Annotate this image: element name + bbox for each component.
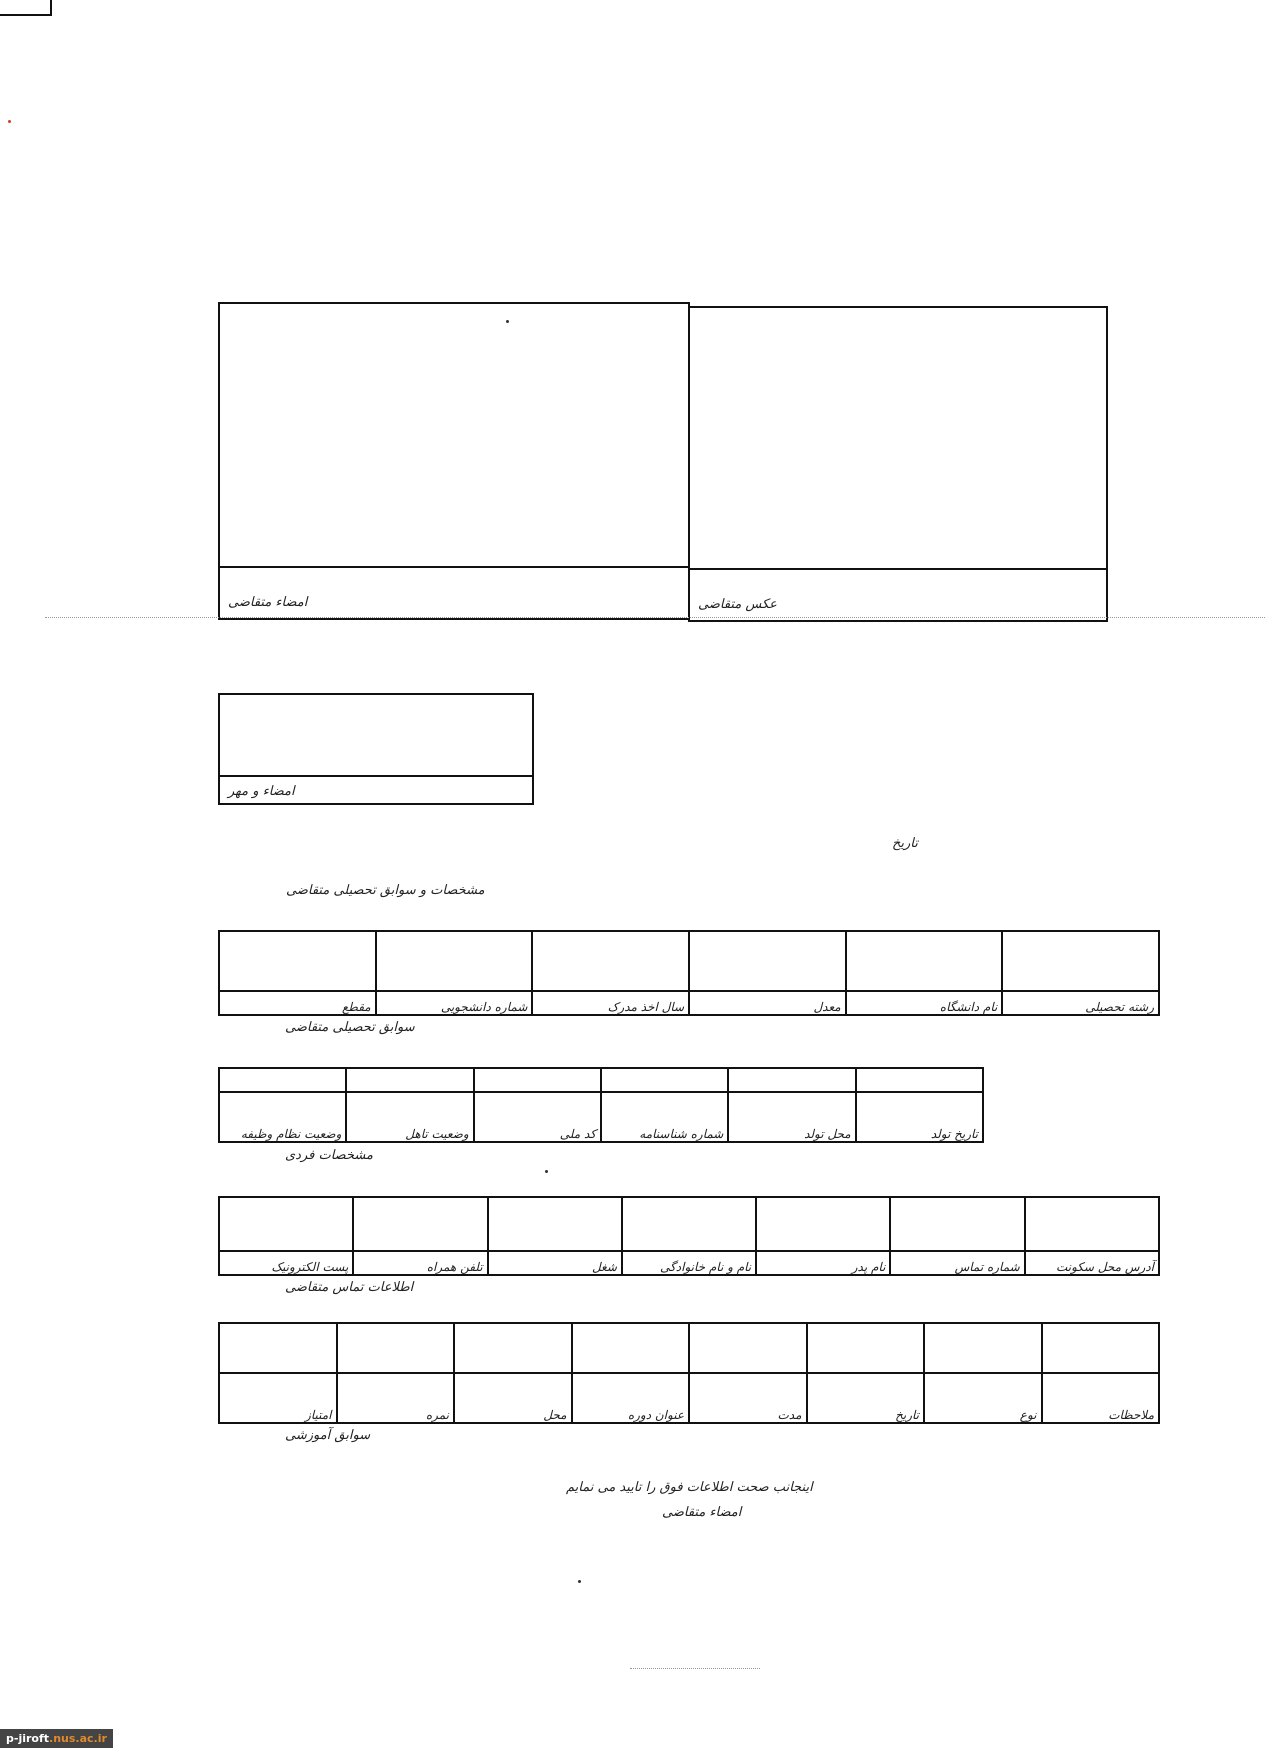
education-cell[interactable] (376, 931, 533, 991)
bottom-scan-line (630, 1668, 760, 1669)
personal-note: مشخصات فردی (285, 1148, 373, 1163)
training-col-label: مدت (689, 1373, 807, 1423)
contact-col-label: شغل (488, 1251, 622, 1275)
contact-note: اطلاعات تماس متقاضی (285, 1280, 414, 1295)
training-cell[interactable] (689, 1323, 807, 1373)
contact-col-label: نام پدر (756, 1251, 890, 1275)
personal-cell[interactable] (856, 1068, 983, 1092)
training-col-label: نمره (337, 1373, 455, 1423)
training-cell[interactable] (572, 1323, 690, 1373)
training-label-row (219, 1373, 1159, 1423)
education-col-label: شماره دانشجویی (376, 991, 533, 1015)
date-label: تاریخ (892, 836, 918, 851)
personal-cell[interactable] (219, 1068, 346, 1092)
scan-corner-mark (0, 0, 52, 16)
contact-cell[interactable] (219, 1197, 353, 1251)
scan-speck (545, 1170, 548, 1173)
declaration-signature: امضاء متقاضی (662, 1505, 742, 1520)
scan-speck (506, 320, 509, 323)
training-cell[interactable] (807, 1323, 925, 1373)
photo-caption: عکس متقاضی (698, 597, 777, 612)
contact-table (218, 1196, 1160, 1276)
education-cell[interactable] (689, 931, 846, 991)
contact-col-label: پست الکترونیک (219, 1251, 353, 1275)
training-note: سوابق آموزشی (285, 1428, 371, 1443)
training-cell[interactable] (924, 1323, 1042, 1373)
personal-col-label: وضعیت نظام وظیفه (219, 1092, 346, 1142)
training-table (218, 1322, 1160, 1424)
watermark-accent: .nus.ac.ir (49, 1732, 107, 1745)
photo-box (688, 306, 1108, 622)
scan-speck (578, 1580, 581, 1583)
scan-speck (8, 120, 11, 123)
contact-col-label: شماره تماس (890, 1251, 1024, 1275)
contact-blank-row (219, 1197, 1159, 1251)
contact-cell[interactable] (353, 1197, 487, 1251)
personal-col-label: شماره شناسنامه (601, 1092, 728, 1142)
personal-col-label: وضعیت تاهل (346, 1092, 473, 1142)
training-col-label: ملاحظات (1042, 1373, 1160, 1423)
section-intro: مشخصات و سوابق تحصیلی متقاضی (286, 883, 485, 898)
contact-cell[interactable] (1025, 1197, 1159, 1251)
training-cell[interactable] (219, 1323, 337, 1373)
contact-cell[interactable] (756, 1197, 890, 1251)
education-note: سوابق تحصیلی متقاضی (285, 1020, 415, 1035)
personal-cell[interactable] (474, 1068, 601, 1092)
contact-label-row (219, 1251, 1159, 1275)
personal-table (218, 1067, 984, 1143)
contact-cell[interactable] (890, 1197, 1024, 1251)
signature-caption-row (220, 566, 688, 618)
education-col-label: نام دانشگاه (846, 991, 1003, 1015)
personal-blank-row (219, 1068, 983, 1092)
training-cell[interactable] (454, 1323, 572, 1373)
education-col-label: رشته تحصیلی (1002, 991, 1159, 1015)
education-label-row (219, 991, 1159, 1015)
signature-box (218, 302, 690, 620)
training-blank-row (219, 1323, 1159, 1373)
personal-cell[interactable] (601, 1068, 728, 1092)
training-col-label: عنوان دوره (572, 1373, 690, 1423)
stamp-caption-row (220, 775, 532, 803)
education-cell[interactable] (846, 931, 1003, 991)
personal-cell[interactable] (346, 1068, 473, 1092)
personal-cell[interactable] (728, 1068, 855, 1092)
signature-caption: امضاء متقاضی (228, 595, 308, 610)
cut-line (45, 617, 1265, 618)
stamp-caption: امضاء و مهر (228, 784, 295, 799)
education-cell[interactable] (1002, 931, 1159, 991)
training-col-label: نوع (924, 1373, 1042, 1423)
stamp-box (218, 693, 534, 805)
training-col-label: امتیاز (219, 1373, 337, 1423)
training-cell[interactable] (337, 1323, 455, 1373)
education-col-label: معدل (689, 991, 846, 1015)
personal-label-row (219, 1092, 983, 1142)
contact-cell[interactable] (488, 1197, 622, 1251)
contact-col-label: تلفن همراه (353, 1251, 487, 1275)
personal-col-label: محل تولد (728, 1092, 855, 1142)
contact-col-label: نام و نام خانوادگی (622, 1251, 756, 1275)
education-col-label: سال اخذ مدرک (532, 991, 689, 1015)
watermark-prefix: p-jiroft (6, 1732, 50, 1745)
education-col-label: مقطع (219, 991, 376, 1015)
training-col-label: محل (454, 1373, 572, 1423)
education-cell[interactable] (219, 931, 376, 991)
training-col-label: تاریخ (807, 1373, 925, 1423)
education-blank-row (219, 931, 1159, 991)
contact-cell[interactable] (622, 1197, 756, 1251)
photo-caption-row (690, 568, 1106, 620)
personal-col-label: تاریخ تولد (856, 1092, 983, 1142)
personal-col-label: کد ملی (474, 1092, 601, 1142)
education-table (218, 930, 1160, 1016)
declaration-line: اینجانب صحت اطلاعات فوق را تایید می نمایم (566, 1480, 813, 1495)
training-cell[interactable] (1042, 1323, 1160, 1373)
watermark (0, 1729, 113, 1748)
education-cell[interactable] (532, 931, 689, 991)
contact-col-label: آدرس محل سکونت (1025, 1251, 1159, 1275)
